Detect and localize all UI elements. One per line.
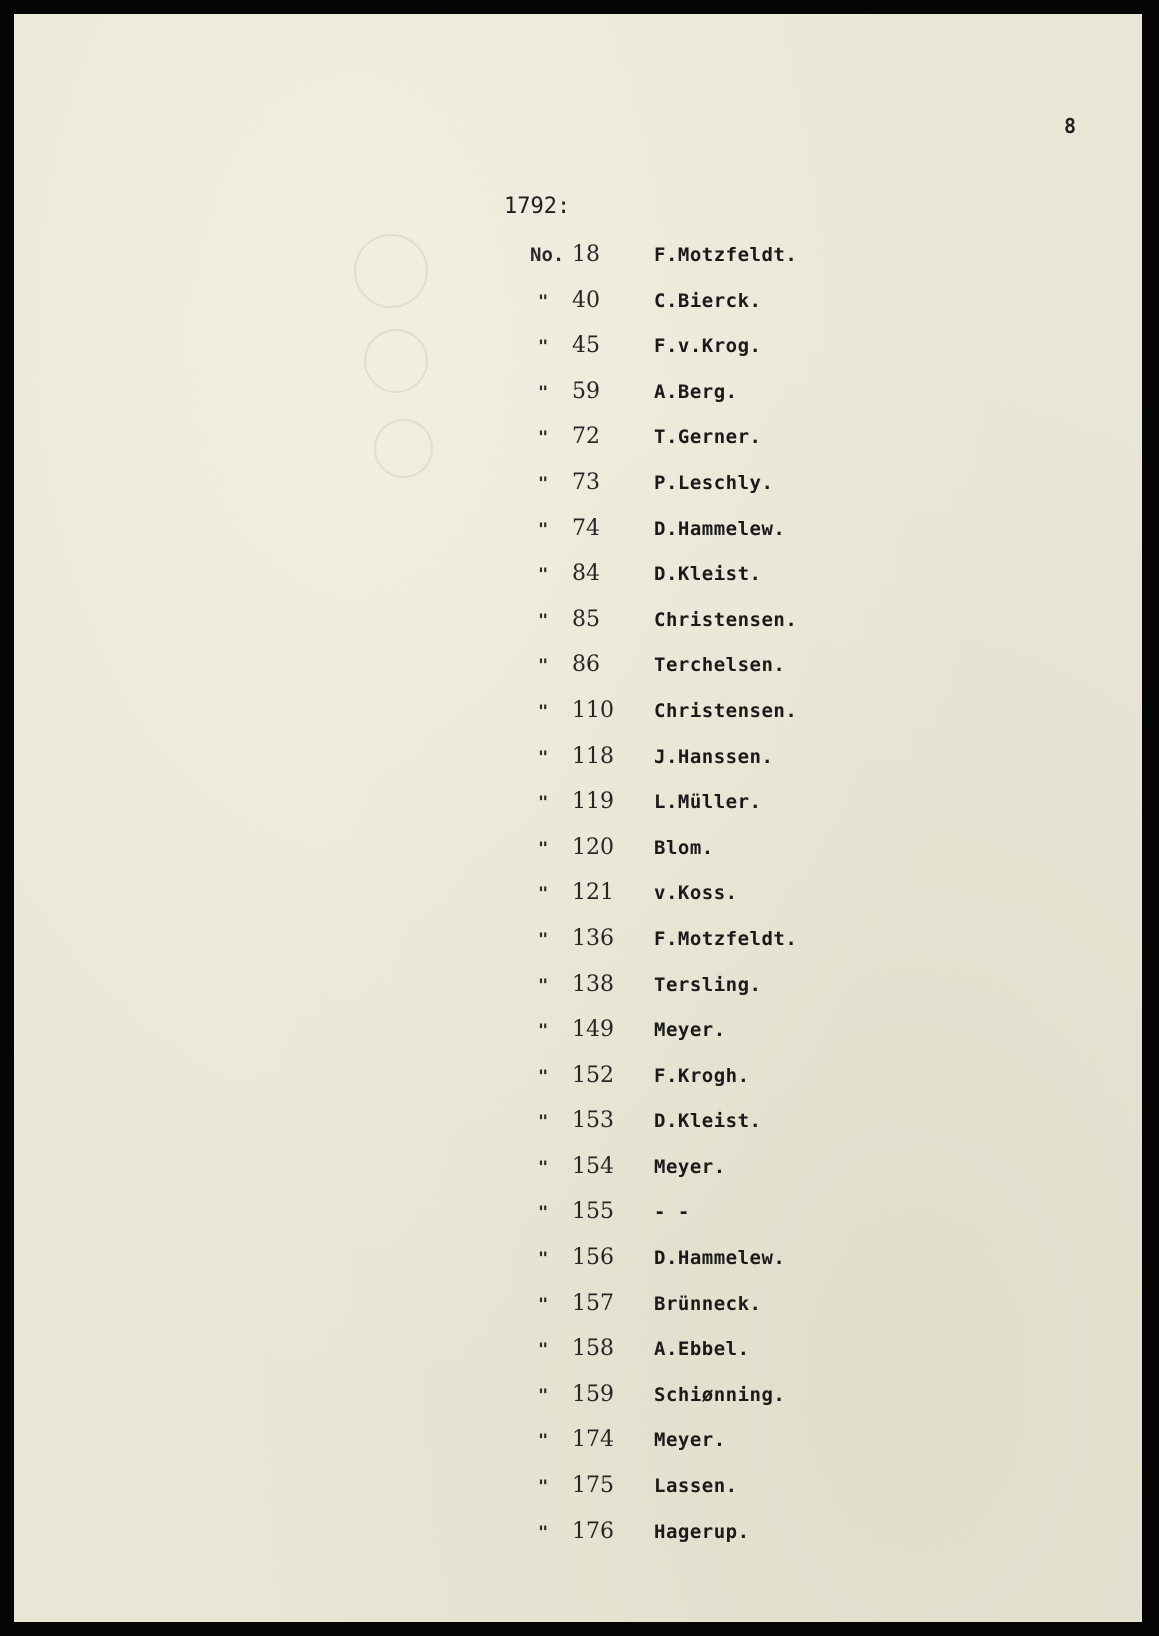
entry-number: 72 — [572, 424, 600, 450]
ditto-mark: " — [538, 291, 549, 312]
entry-name: Hagerup. — [654, 1520, 750, 1543]
list-item — [534, 924, 894, 970]
list-item — [534, 422, 894, 468]
list-item — [534, 1106, 894, 1152]
list-item — [534, 787, 894, 833]
entry-name: J.Hanssen. — [654, 745, 774, 768]
list-item — [534, 1425, 894, 1471]
list-item — [534, 559, 894, 605]
list-item — [530, 240, 894, 286]
entry-number: 74 — [572, 515, 600, 541]
entry-number: 152 — [572, 1062, 614, 1088]
list-item — [534, 1061, 894, 1107]
entry-name: D.Hammelew. — [654, 1247, 786, 1270]
entry-name: Meyer. — [654, 1155, 726, 1178]
ditto-mark: " — [538, 793, 549, 814]
ditto-mark: " — [538, 519, 549, 540]
ditto-mark: " — [538, 382, 549, 403]
ditto-mark: " — [538, 1066, 549, 1087]
ditto-mark: " — [538, 1203, 549, 1224]
list-item — [534, 1334, 894, 1380]
ditto-mark: " — [538, 1249, 549, 1270]
entry-name: A.Ebbel. — [654, 1338, 750, 1361]
entry-number: 120 — [572, 834, 614, 860]
list-item — [534, 605, 894, 651]
entry-number: 45 — [572, 333, 600, 359]
number-prefix: No. — [530, 244, 565, 266]
entry-name: D.Kleist. — [654, 563, 762, 586]
list-item — [534, 468, 894, 514]
entry-number: 176 — [572, 1518, 614, 1544]
ditto-mark: " — [538, 1431, 549, 1452]
entry-name: P.Leschly. — [654, 471, 774, 494]
ditto-mark: " — [538, 565, 549, 586]
entry-number: 156 — [572, 1245, 614, 1271]
entry-number: 18 — [572, 242, 600, 267]
entry-number: 110 — [572, 697, 614, 723]
list-item — [534, 650, 894, 696]
entry-name: Blom. — [654, 836, 714, 859]
page-number: 8 — [1064, 114, 1077, 138]
entry-name: A.Berg. — [654, 380, 738, 403]
entry-name: Christensen. — [654, 699, 798, 722]
ditto-mark: " — [538, 1294, 549, 1315]
list-item — [534, 1197, 894, 1243]
ditto-mark: " — [538, 838, 549, 859]
ditto-mark: " — [538, 1385, 549, 1406]
entry-number: 85 — [572, 606, 600, 632]
entry-name: F.Motzfeldt. — [654, 244, 798, 266]
ditto-mark: " — [538, 975, 549, 996]
ditto-mark: " — [538, 884, 549, 905]
entry-number: 119 — [572, 789, 614, 815]
list-item — [534, 696, 894, 742]
entry-name: Brünneck. — [654, 1292, 762, 1315]
faint-stamp-circle — [374, 419, 433, 478]
faint-stamp-circle — [364, 329, 428, 393]
ditto-mark: " — [538, 1522, 549, 1543]
ditto-mark: " — [538, 1477, 549, 1498]
entry-number: 136 — [572, 925, 614, 951]
ditto-mark: " — [538, 1021, 549, 1042]
list-item — [534, 742, 894, 788]
year-heading: 1792: — [504, 194, 571, 219]
entry-name: Schiønning. — [654, 1383, 786, 1406]
entry-name: D.Hammelew. — [654, 517, 786, 540]
ditto-mark: " — [538, 428, 549, 449]
entry-number: 73 — [572, 469, 600, 495]
list-item — [534, 377, 894, 423]
entry-name: Terchelsen. — [654, 654, 786, 677]
entry-name: F.v.Krog. — [654, 335, 762, 358]
entry-name: T.Gerner. — [654, 426, 762, 449]
list-item — [534, 514, 894, 560]
list-item — [534, 1015, 894, 1061]
entry-number: 175 — [572, 1473, 614, 1499]
ditto-mark: " — [538, 473, 549, 494]
entry-number: 121 — [572, 880, 614, 906]
entry-number: 118 — [572, 743, 614, 769]
entry-number: 138 — [572, 971, 614, 997]
entry-name: v.Koss. — [654, 882, 738, 905]
list-item — [534, 1289, 894, 1335]
entry-name: Tersling. — [654, 973, 762, 996]
entry-name: F.Motzfeldt. — [654, 927, 798, 950]
ditto-mark: " — [538, 656, 549, 677]
entry-number: 174 — [572, 1427, 614, 1453]
entry-name: C.Bierck. — [654, 289, 762, 312]
ditto-mark: " — [538, 1112, 549, 1133]
list-item — [534, 1380, 894, 1426]
entry-name: Lassen. — [654, 1475, 738, 1498]
entry-number: 159 — [572, 1381, 614, 1407]
entry-list — [530, 240, 894, 1562]
ditto-mark: " — [538, 1157, 549, 1178]
list-item — [534, 970, 894, 1016]
entry-number: 84 — [572, 561, 600, 587]
entry-name: Meyer. — [654, 1429, 726, 1452]
list-item — [534, 878, 894, 924]
ditto-mark: " — [538, 610, 549, 631]
list-item — [534, 1471, 894, 1517]
ditto-mark: " — [538, 1340, 549, 1361]
ditto-mark: " — [538, 701, 549, 722]
entry-number: 86 — [572, 652, 600, 678]
list-item — [534, 331, 894, 377]
list-item — [534, 286, 894, 332]
entry-name: - - — [654, 1201, 690, 1224]
entry-name: L.Müller. — [654, 791, 762, 814]
list-item — [534, 833, 894, 879]
entry-name: Meyer. — [654, 1019, 726, 1042]
entry-number: 157 — [572, 1290, 614, 1316]
entry-number: 154 — [572, 1153, 614, 1179]
entry-name: Christensen. — [654, 608, 798, 631]
entry-name: D.Kleist. — [654, 1110, 762, 1133]
list-item — [534, 1152, 894, 1198]
entry-number: 158 — [572, 1336, 614, 1362]
list-item — [534, 1243, 894, 1289]
entry-name: F.Krogh. — [654, 1064, 750, 1087]
document-page — [14, 14, 1142, 1622]
entry-number: 149 — [572, 1017, 614, 1043]
entry-number: 59 — [572, 378, 600, 404]
ditto-mark: " — [538, 337, 549, 358]
entry-number: 155 — [572, 1199, 614, 1225]
entry-number: 40 — [572, 287, 600, 313]
entry-number: 153 — [572, 1108, 614, 1134]
ditto-mark: " — [538, 929, 549, 950]
ditto-mark: " — [538, 747, 549, 768]
faint-stamp-circle — [354, 234, 428, 308]
list-item — [534, 1517, 894, 1563]
